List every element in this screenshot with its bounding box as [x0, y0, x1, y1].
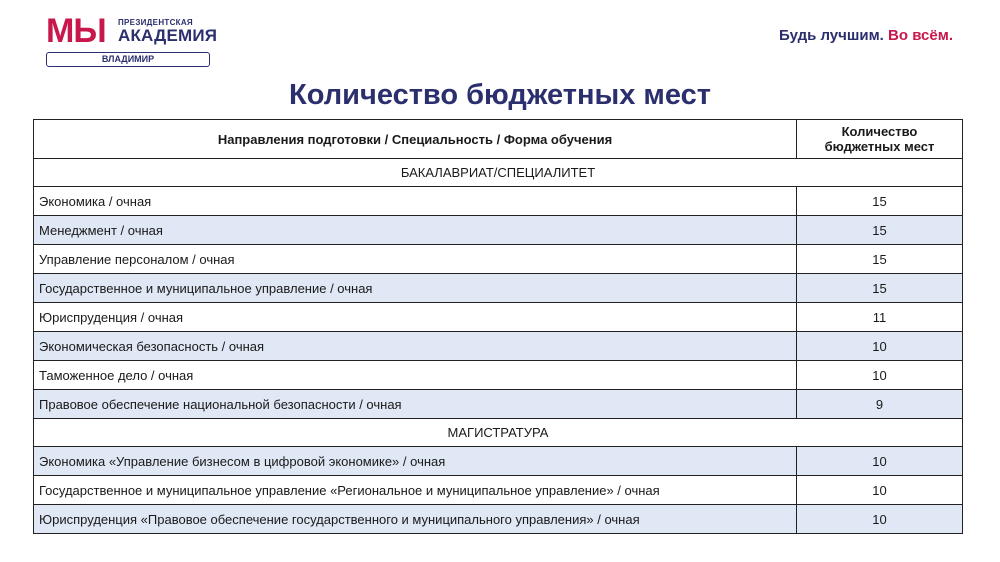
- program-name: Экономика / очная: [34, 187, 797, 216]
- seats-count: 15: [797, 187, 963, 216]
- seats-count: 15: [797, 274, 963, 303]
- section-title-master: МАГИСТРАТУРА: [34, 419, 963, 447]
- table-row: [34, 361, 963, 390]
- table-row: [34, 390, 963, 419]
- seats-count: 11: [797, 303, 963, 332]
- section-row: [34, 159, 963, 187]
- table-row: [34, 332, 963, 361]
- seats-count: 10: [797, 476, 963, 505]
- logo-line2: АКАДЕМИЯ: [118, 26, 218, 45]
- page-title: Количество бюджетных мест: [289, 79, 711, 111]
- program-name: Управление персоналом / очная: [34, 245, 797, 274]
- program-name: Экономика «Управление бизнесом в цифровой экономике» / очная: [34, 447, 797, 476]
- seats-count: 10: [797, 332, 963, 361]
- table-row: [34, 447, 963, 476]
- program-name: Юриспруденция «Правовое обеспечение государственного и муниципального управления» / очная: [34, 505, 797, 534]
- table-row: [34, 274, 963, 303]
- column-header-seats: Количество бюджетных мест: [797, 120, 963, 159]
- program-name: Правовое обеспечение национальной безопасности / очная: [34, 390, 797, 419]
- seats-count: 10: [797, 361, 963, 390]
- slogan-main: Будь лучшим.: [779, 27, 884, 44]
- table-row: [34, 187, 963, 216]
- program-name: Таможенное дело / очная: [34, 361, 797, 390]
- column-header-program: Направления подготовки / Специальность / Форма обучения: [34, 120, 797, 159]
- budget-places-table: [33, 119, 963, 534]
- slogan: [779, 27, 953, 44]
- program-name: Государственное и муниципальное управление / очная: [34, 274, 797, 303]
- seats-count: 10: [797, 505, 963, 534]
- table-header-row: [34, 120, 963, 159]
- seats-count: 10: [797, 447, 963, 476]
- program-name: Экономическая безопасность / очная: [34, 332, 797, 361]
- seats-count: 15: [797, 216, 963, 245]
- program-name: Менеджмент / очная: [34, 216, 797, 245]
- logo-my-text: МЫ: [46, 12, 106, 50]
- academy-logo: [46, 12, 218, 68]
- section-row: [34, 419, 963, 447]
- section-title-bachelor: БАКАЛАВРИАТ/СПЕЦИАЛИТЕТ: [34, 159, 963, 187]
- table-row: [34, 505, 963, 534]
- program-name: Юриспруденция / очная: [34, 303, 797, 332]
- logo-line1: ПРЕЗИДЕНТСКАЯ: [118, 18, 193, 27]
- logo-city: ВЛАДИМИР: [46, 52, 210, 67]
- program-name: Государственное и муниципальное управление «Региональное и муниципальное управление» / очная: [34, 476, 797, 505]
- table-row: [34, 303, 963, 332]
- table-row: [34, 476, 963, 505]
- seats-count: 15: [797, 245, 963, 274]
- table-row: [34, 245, 963, 274]
- slogan-accent: Во всём.: [888, 27, 953, 44]
- table-row: [34, 216, 963, 245]
- seats-count: 9: [797, 390, 963, 419]
